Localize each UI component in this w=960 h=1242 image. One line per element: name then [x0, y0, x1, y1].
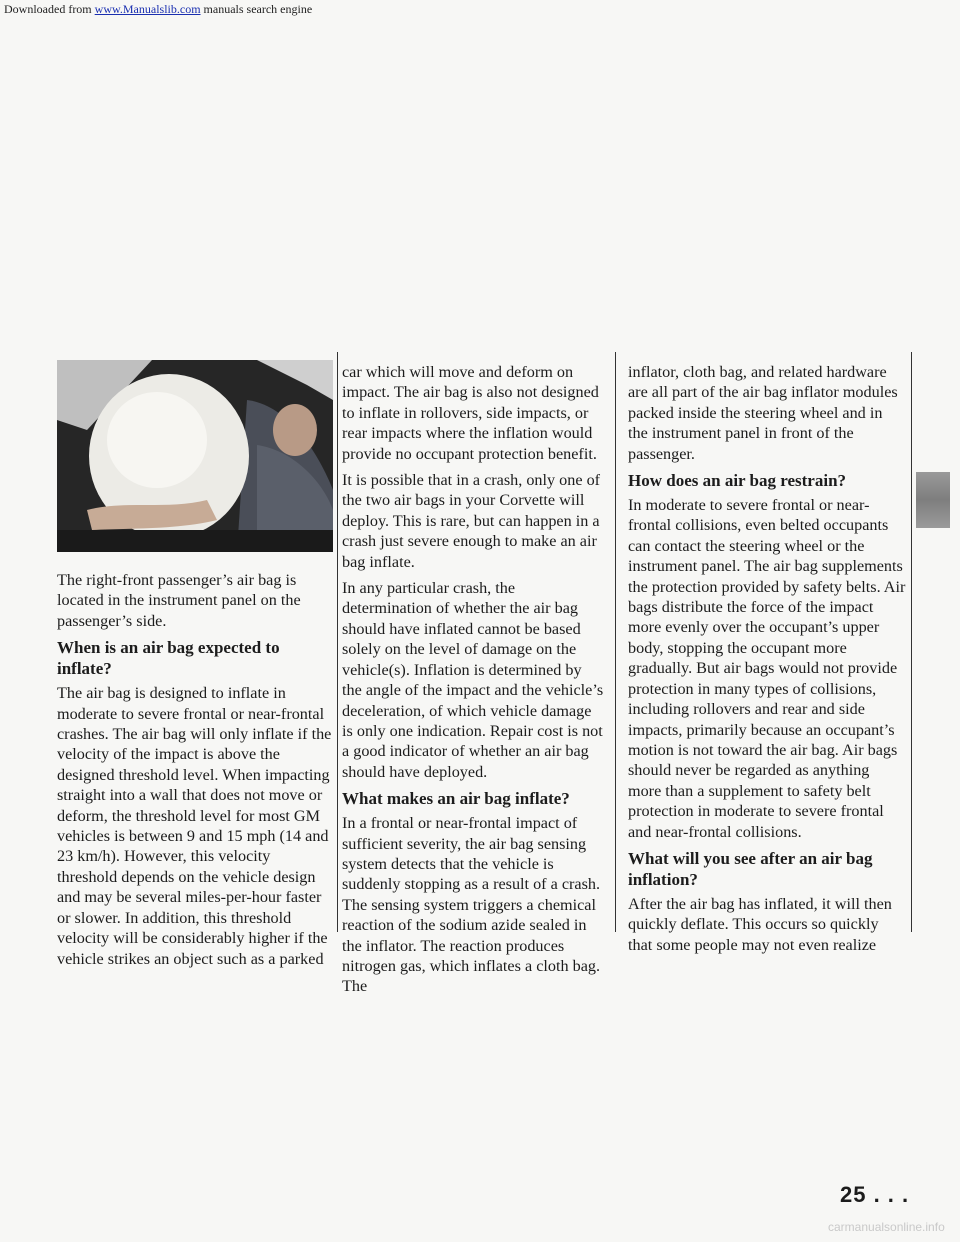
- header-prefix: Downloaded from: [4, 2, 95, 16]
- column-3: [628, 362, 906, 961]
- section-tab-marker: [916, 472, 950, 528]
- column-divider-1: [337, 352, 338, 932]
- paragraph-determination: In any particular crash, the determination of whether the air bag should have inflated cannot be based solely on the level of damage on the vehicle(s). Inflation is determined by the angle of the impact and the vehicle’s deceleration, of which vehicle damage is only one indication. Repair cost is not a good indicator of whether an air bag should have deployed.: [342, 579, 604, 781]
- column-1: [57, 570, 333, 975]
- airbag-illustration: [57, 360, 333, 552]
- page-number: 25 . . .: [840, 1182, 910, 1207]
- photo-caption: The right-front passenger’s air bag is located in the instrument panel on the passenger’s side.: [57, 571, 301, 630]
- paragraph-inflate-threshold: The air bag is designed to inflate in moderate to severe frontal or near-frontal crashes. The air bag will only inflate if the velocity of the impact is above the designed threshold level. When impacting straight into a wall that does not move or deform, the threshold level for most GM vehicles is between 9 and 15 mph (14 and 23 km/h). However, this velocity threshold depends on the vehicle design and may be several miles-per-hour faster or slower. In addition, this threshold velocity will be considerably higher if the vehicle strikes an object such as a parked: [57, 684, 332, 968]
- column-2: [342, 362, 604, 1003]
- paragraph-one-airbag: It is possible that in a crash, only one of the two air bags in your Corvette will deploy. This is rare, but can happen in a crash just severe enough to make an air bag inflate.: [342, 471, 601, 571]
- header-suffix: manuals search engine: [200, 2, 313, 16]
- paragraph-sensing-system: In a frontal or near-frontal impact of sufficient severity, the air bag sensing system detects that the vehicle is suddenly stopping as a result of a crash. The sensing system triggers a chemical reaction of the sodium azide sealed in the inflator. The reaction produces nitrogen gas, which inflates a cloth bag. The: [342, 814, 601, 996]
- paragraph-not-designed: car which will move and deform on impact. The air bag is also not designed to inflate in rollovers, side impacts, or rear impacts where the inflation would provide no occupant protection benefit.: [342, 363, 599, 463]
- paragraph-deflate: After the air bag has inflated, it will then quickly deflate. This occurs so quickly that some people may not even realize: [628, 894, 892, 954]
- column-divider-2: [615, 352, 616, 932]
- column-divider-3: [911, 352, 912, 932]
- paragraph-inflator-modules: inflator, cloth bag, and related hardware are all part of the air bag inflator modules packed inside the steering wheel and in the instrument panel in front of the passenger.: [628, 363, 898, 463]
- heading-when-inflate: When is an air bag expected to inflate?: [57, 638, 280, 679]
- heading-after-inflation: What will you see after an air bag inflation?: [628, 848, 873, 889]
- heading-how-restrain: How does an air bag restrain?: [628, 471, 847, 491]
- manualslib-link[interactable]: www.Manualslib.com: [94, 2, 201, 16]
- heading-what-makes-inflate: What makes an air bag inflate?: [342, 789, 570, 809]
- paragraph-restrain: In moderate to severe frontal or near-frontal collisions, even belted occupants can contact the steering wheel or the instrument panel. The air bag supplements the protection provided by safety belts. Air bags distribute the force of the impact more evenly over the occupant’s upper body, stopping the occupant more gradually. But air bags would not provide protection in many types of collisions, including rollovers and rear and side impacts, primarily because an occupant’s motion is not toward the air bag. Air bags should never be regarded as anything more than a supplement to safety belt protection in moderate to severe frontal and near-frontal collisions.: [628, 496, 906, 841]
- airbag-photo: [57, 360, 333, 552]
- download-header: [4, 2, 312, 17]
- footer-watermark: carmanualsonline.info: [828, 1220, 945, 1234]
